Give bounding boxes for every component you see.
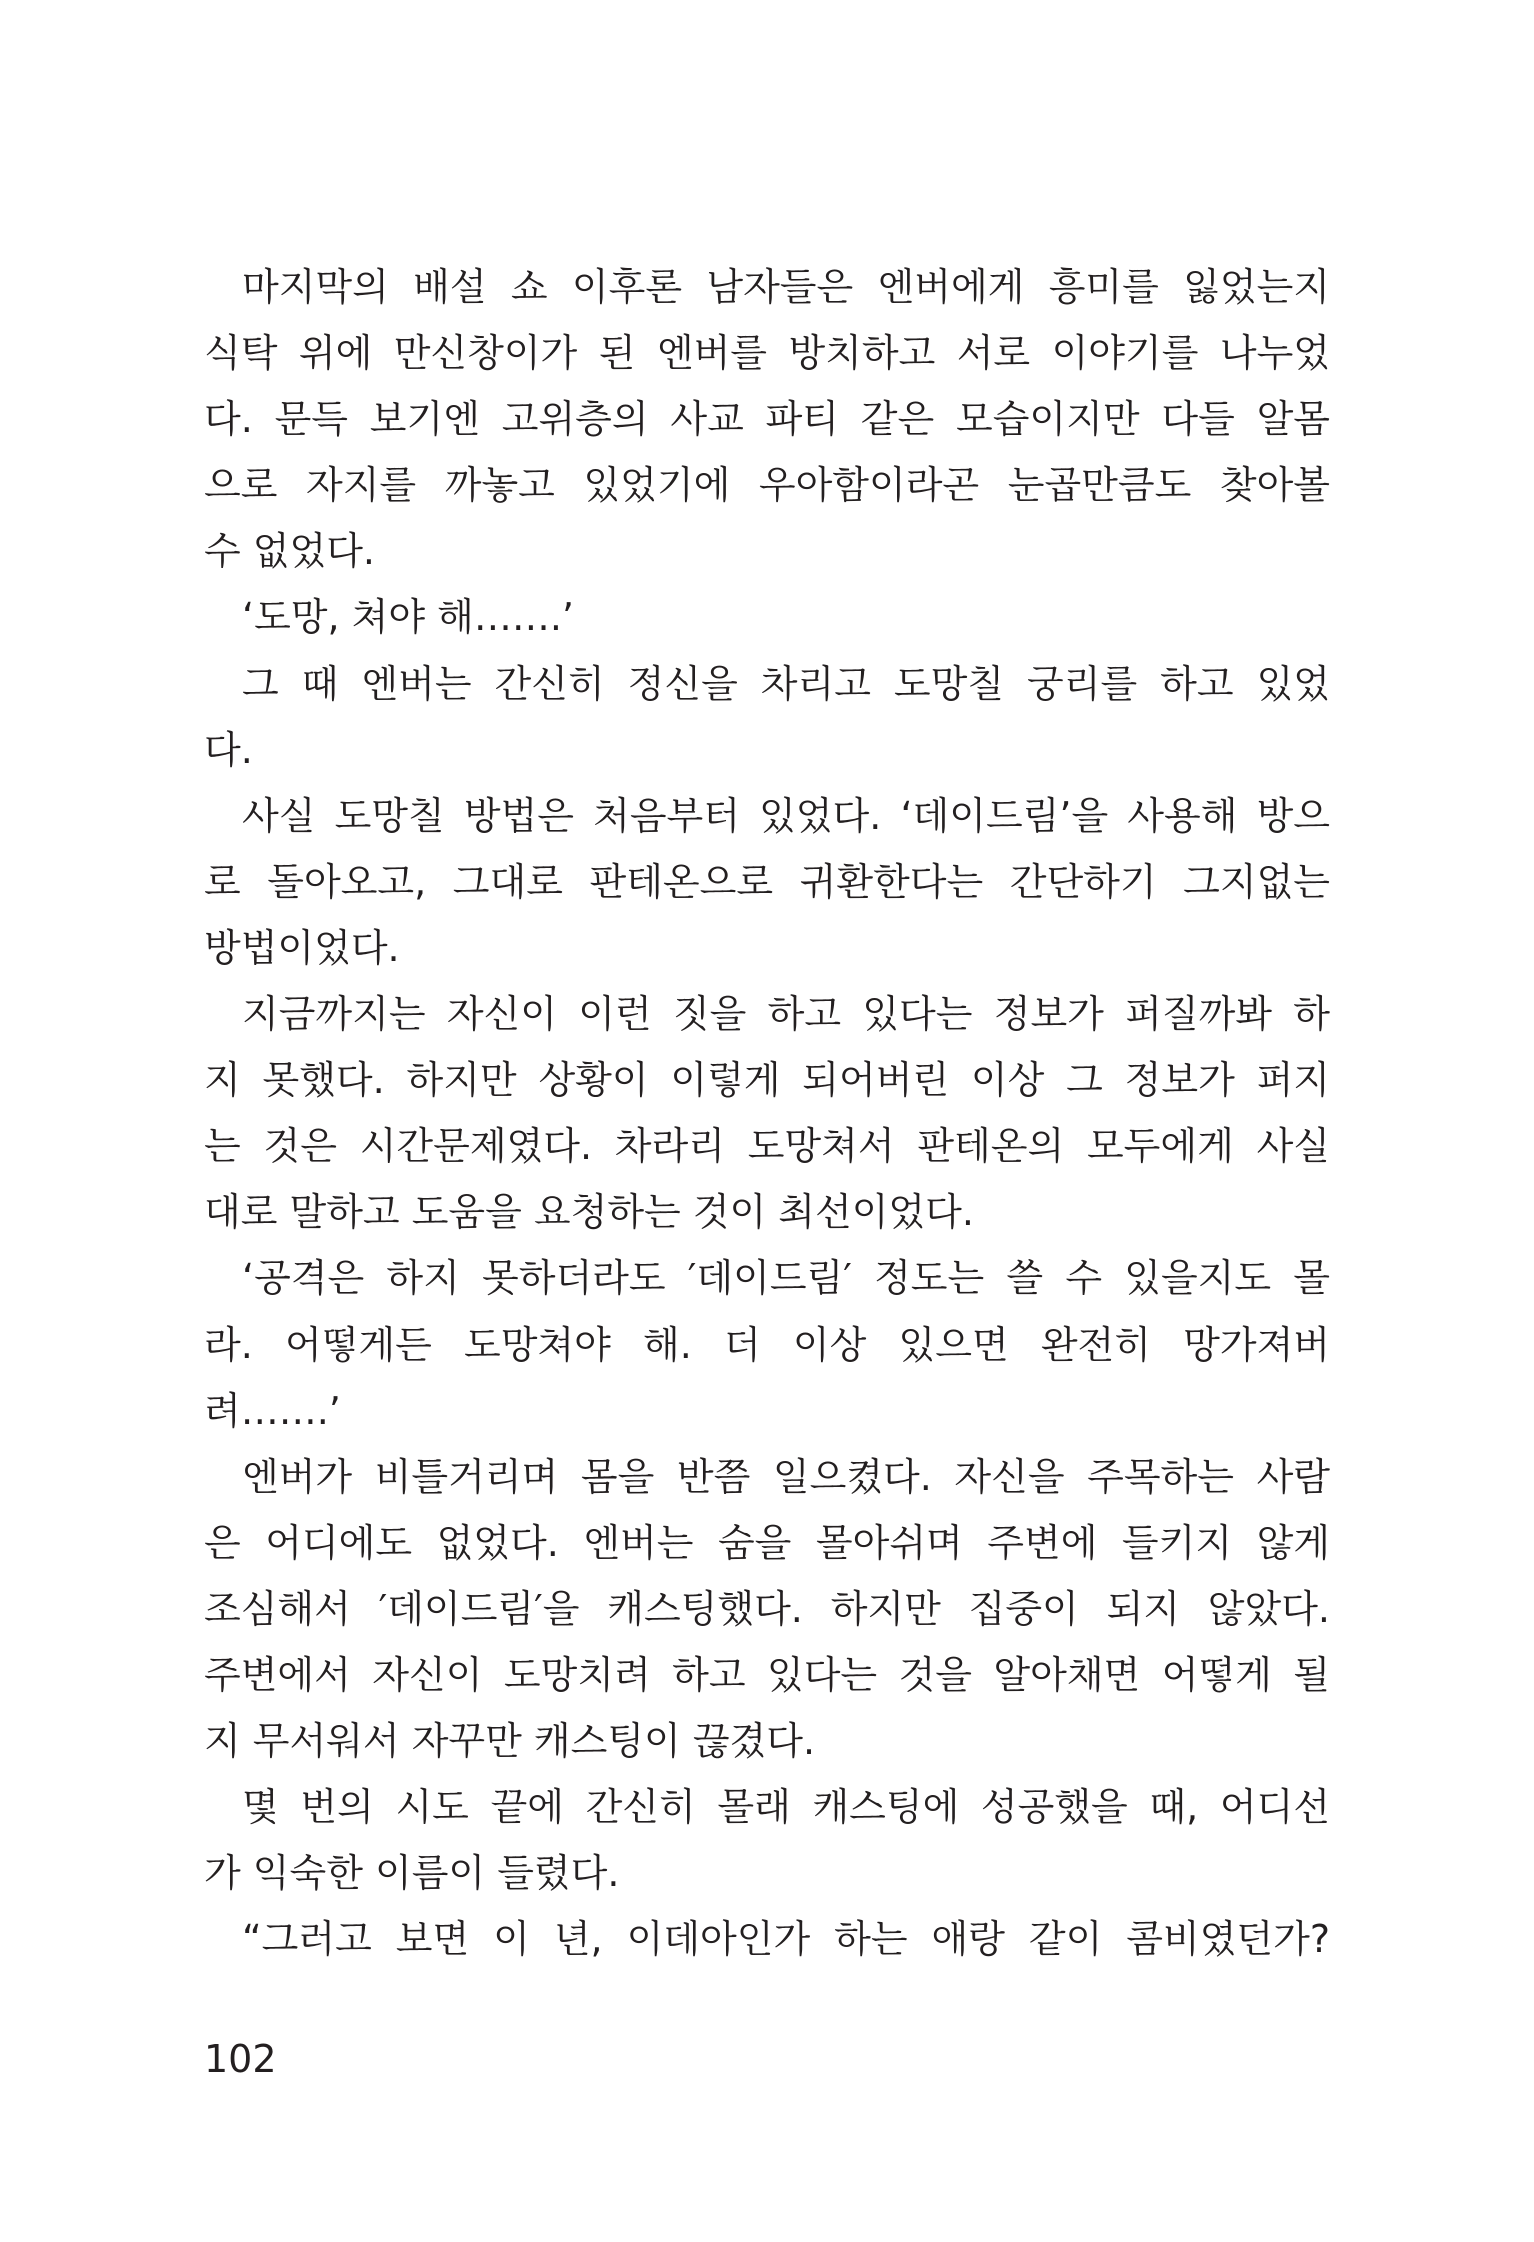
- text-line: 대로 말하고 도움을 요청하는 것이 최선이었다.: [204, 1190, 974, 1235]
- text-line: ‘공격은 하지 못하더라도 ′데이드림′ 정도는 쓸 수 있을지도 몰: [242, 1256, 1330, 1301]
- text-line: 주변에서 자신이 도망치려 하고 있다는 것을 알아채면 어떻게 될: [204, 1652, 1330, 1697]
- text-line: 수 없었다.: [204, 529, 375, 574]
- body-text: [204, 254, 1330, 1972]
- text-line: 지 못했다. 하지만 상황이 이렇게 되어버린 이상 그 정보가 퍼지: [204, 1058, 1330, 1103]
- text-line: 은 어디에도 없었다. 엔버는 숨을 몰아쉬며 주변에 들키지 않게: [204, 1520, 1330, 1565]
- text-line: 몇 번의 시도 끝에 간신히 몰래 캐스팅에 성공했을 때, 어디선: [242, 1785, 1330, 1830]
- text-line: 식탁 위에 만신창이가 된 엔버를 방치하고 서로 이야기를 나누었: [204, 331, 1330, 376]
- page-number: 102: [204, 2037, 277, 2081]
- text-line: ‘도망, 쳐야 해…….’: [242, 595, 575, 640]
- text-line: “그러고 보면 이 년, 이데아인가 하는 애랑 같이 콤비였던가?: [242, 1917, 1330, 1962]
- text-line: 다.: [204, 727, 253, 772]
- text-line: 로 돌아오고, 그대로 판테온으로 귀환한다는 간단하기 그지없는: [204, 859, 1330, 904]
- text-line: 엔버가 비틀거리며 몸을 반쯤 일으켰다. 자신을 주목하는 사람: [242, 1454, 1330, 1499]
- text-line: 방법이었다.: [204, 925, 400, 970]
- text-line: 그 때 엔버는 간신히 정신을 차리고 도망칠 궁리를 하고 있었: [242, 661, 1330, 706]
- text-line: 지금까지는 자신이 이런 짓을 하고 있다는 정보가 퍼질까봐 하: [242, 992, 1330, 1037]
- text-line: 다. 문득 보기엔 고위층의 사교 파티 같은 모습이지만 다들 알몸: [204, 397, 1330, 442]
- text-line: 려…….’: [204, 1388, 341, 1433]
- text-line: 가 익숙한 이름이 들렸다.: [204, 1851, 620, 1896]
- text-line: 라. 어떻게든 도망쳐야 해. 더 이상 있으면 완전히 망가져버: [204, 1322, 1330, 1367]
- text-line: 조심해서 ′데이드림′을 캐스팅했다. 하지만 집중이 되지 않았다.: [204, 1586, 1330, 1631]
- text-line: 으로 자지를 까놓고 있었기에 우아함이라곤 눈곱만큼도 찾아볼: [204, 463, 1330, 508]
- text-line: 마지막의 배설 쇼 이후론 남자들은 엔버에게 흥미를 잃었는지: [242, 265, 1330, 309]
- text-line: 사실 도망칠 방법은 처음부터 있었다. ‘데이드림’을 사용해 방으: [242, 793, 1330, 838]
- text-line: 지 무서워서 자꾸만 캐스팅이 끊겼다.: [204, 1719, 816, 1764]
- text-line: 는 것은 시간문제였다. 차라리 도망쳐서 판테온의 모두에게 사실: [204, 1124, 1330, 1169]
